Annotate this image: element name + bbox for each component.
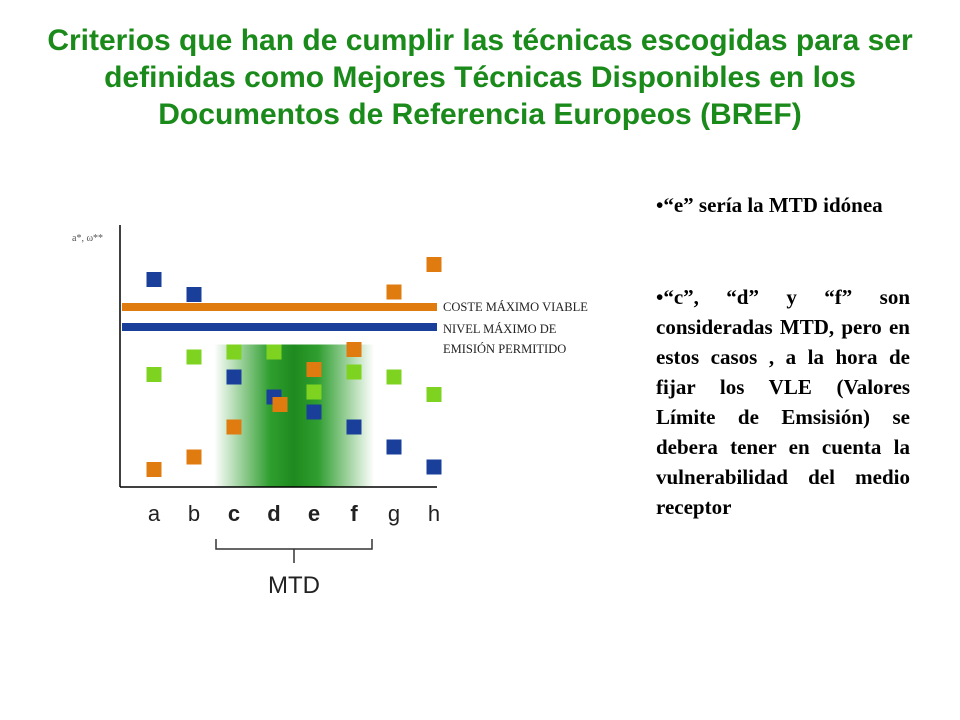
data-point-b-lime <box>187 350 202 365</box>
tick-label-e: e <box>307 501 321 526</box>
data-point-f-lime <box>347 365 362 380</box>
data-point-c-orange <box>227 420 242 435</box>
tick-label-f: f <box>350 501 358 526</box>
data-point-d-lime <box>267 345 282 360</box>
data-point-c-lime <box>227 345 242 360</box>
data-point-b-blue <box>187 287 202 302</box>
data-point-g-orange <box>387 285 402 300</box>
data-point-a-blue <box>147 272 162 287</box>
data-point-h-blue <box>427 460 442 475</box>
data-point-e-blue <box>307 405 322 420</box>
tick-label-h: h <box>427 501 441 526</box>
tick-label-g: g <box>387 501 401 526</box>
tick-label-a: a <box>147 501 161 526</box>
threshold-label-line-1: COSTE MÁXIMO VIABLE <box>443 300 588 314</box>
data-point-a-lime <box>147 367 162 382</box>
data-point-f-blue <box>347 420 362 435</box>
data-point-g-lime <box>387 370 402 385</box>
mtd-bracket-label: MTD <box>268 572 320 595</box>
bullet-list <box>656 190 910 522</box>
tick-label-d: d <box>267 501 281 526</box>
tick-label-c: c <box>227 501 241 526</box>
mtd-bracket <box>216 539 372 563</box>
data-point-a-orange <box>147 462 162 477</box>
data-point-f-orange <box>347 342 362 357</box>
page-title: Criterios que han de cumplir las técnicas escogidas para ser definidas como Mejores Técnicas Disponibles en los Documentos de Referencia Europeos (BREF) <box>47 24 913 131</box>
bullet-mtd-considerations: •“c”, “d” y “f” son consideradas MTD, pero en estos casos , a la hora de fijar los VLE (Valores Límite de Emsisión) se debera tener en cuenta la vulnerabilidad del medio receptor <box>656 285 910 519</box>
y-axis-label: a*, ω** <box>72 233 104 244</box>
data-point-d-orange <box>273 397 288 412</box>
threshold-label-line-3: EMISIÓN PERMITIDO <box>443 342 567 356</box>
mtd-scatter-chart <box>60 215 640 595</box>
bullet-ideal-mtd: •“e” sería la MTD idónea <box>656 193 883 217</box>
data-point-e-orange <box>307 362 322 377</box>
data-point-h-orange <box>427 257 442 272</box>
tick-label-b: b <box>187 501 201 526</box>
data-point-g-blue <box>387 440 402 455</box>
data-point-e-lime <box>307 385 322 400</box>
data-point-h-lime <box>427 387 442 402</box>
data-point-b-orange <box>187 450 202 465</box>
threshold-label-line-2: NIVEL MÁXIMO DE <box>443 322 557 336</box>
data-point-c-blue <box>227 370 242 385</box>
